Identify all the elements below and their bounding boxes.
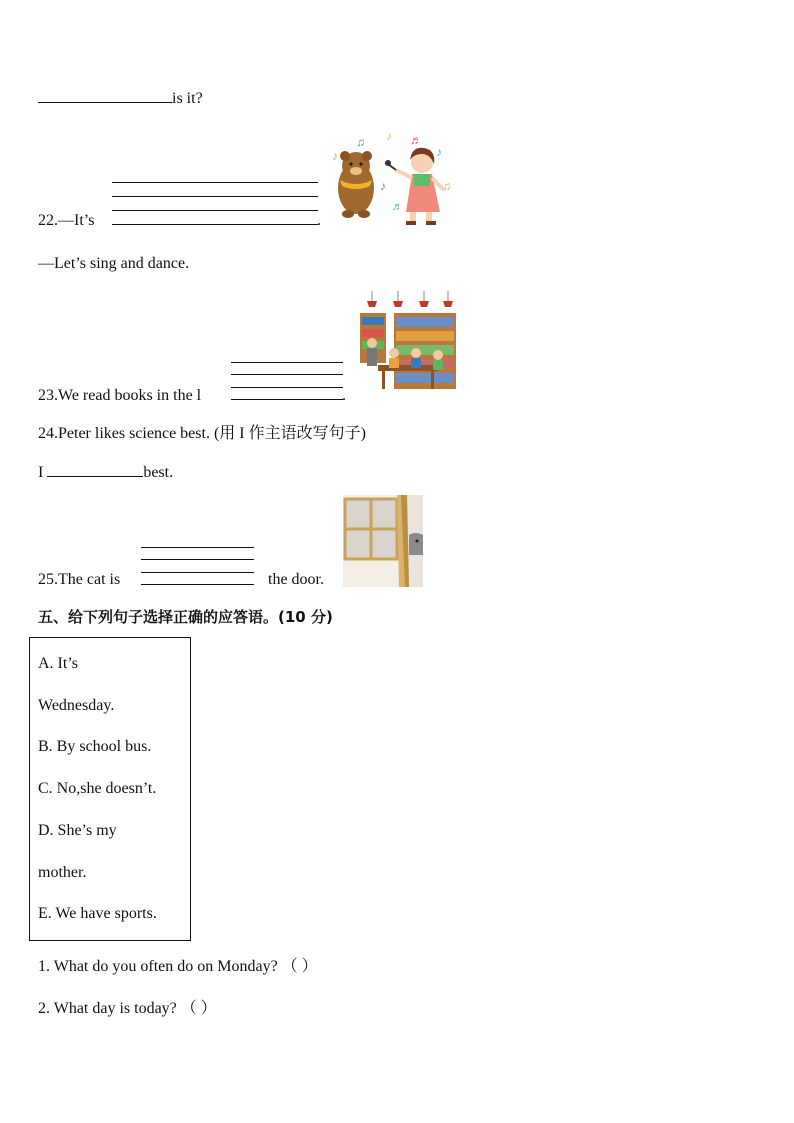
question-2 bbox=[38, 995, 217, 1018]
question-2-text: 2. What day is today? bbox=[38, 1000, 177, 1017]
q24-answer-start: I bbox=[38, 464, 44, 481]
q21-tail: is it? bbox=[172, 90, 203, 107]
q23-number: 23. bbox=[38, 387, 58, 404]
question-2-answer-blank[interactable]: （ ） bbox=[180, 1000, 217, 1017]
q23-text: We read books in the l bbox=[58, 387, 202, 404]
option-e: E. We have sports. bbox=[38, 905, 157, 922]
svg-text:♪: ♪ bbox=[332, 149, 338, 163]
question-1 bbox=[38, 953, 318, 976]
q24-answer-end: best. bbox=[143, 464, 174, 481]
question-1-answer-blank[interactable]: （ ） bbox=[281, 958, 318, 975]
cat-behind-door-picture bbox=[343, 495, 423, 587]
q21-answer-blank[interactable] bbox=[38, 88, 172, 103]
q25-after: the door. bbox=[268, 571, 324, 588]
svg-text:♪: ♪ bbox=[380, 179, 386, 193]
q25-before: The cat is bbox=[58, 571, 121, 588]
q24-answer-line bbox=[38, 462, 173, 482]
q22-line bbox=[38, 212, 94, 230]
question-1-text: 1. What do you often do on Monday? bbox=[38, 958, 278, 975]
q25-line bbox=[38, 571, 120, 589]
option-d-line2: mother. bbox=[38, 864, 87, 881]
q21-line bbox=[38, 88, 203, 108]
svg-text:♬: ♬ bbox=[392, 201, 403, 213]
q22-writing-lines[interactable] bbox=[112, 182, 318, 226]
q23-line bbox=[38, 387, 201, 405]
svg-text:♫: ♫ bbox=[442, 179, 451, 193]
library-picture bbox=[358, 291, 458, 391]
q22-prompt: —It’s bbox=[58, 212, 95, 229]
svg-text:♪: ♪ bbox=[436, 145, 442, 159]
q25-number: 25. bbox=[38, 571, 58, 588]
option-a-line2: Wednesday. bbox=[38, 697, 115, 714]
q22-number: 22. bbox=[38, 212, 58, 229]
option-c: C. No,she doesn’t. bbox=[38, 780, 157, 797]
svg-text:♪: ♪ bbox=[386, 129, 392, 143]
q25-writing-lines[interactable] bbox=[141, 547, 254, 585]
q24-text: Peter likes science best. (用 I 作主语改写句子) bbox=[58, 425, 366, 442]
svg-text:♬: ♬ bbox=[410, 133, 422, 147]
q23-writing-lines[interactable] bbox=[231, 362, 343, 400]
section5-title: 五、给下列句子选择正确的应答语。(10 分) bbox=[38, 608, 333, 626]
option-a-line1: A. It’s bbox=[38, 655, 78, 672]
q22-period: . bbox=[317, 212, 321, 229]
q24-number: 24. bbox=[38, 425, 58, 442]
q23-period: . bbox=[342, 387, 346, 404]
q24-line bbox=[38, 420, 366, 443]
option-b: B. By school bus. bbox=[38, 738, 152, 755]
q22-reply: —Let’s sing and dance. bbox=[38, 255, 190, 272]
option-d-line1: D. She’s my bbox=[38, 822, 117, 839]
sing-dance-picture bbox=[326, 126, 456, 230]
q24-answer-blank[interactable] bbox=[47, 462, 143, 477]
svg-text:♫: ♫ bbox=[356, 135, 365, 149]
